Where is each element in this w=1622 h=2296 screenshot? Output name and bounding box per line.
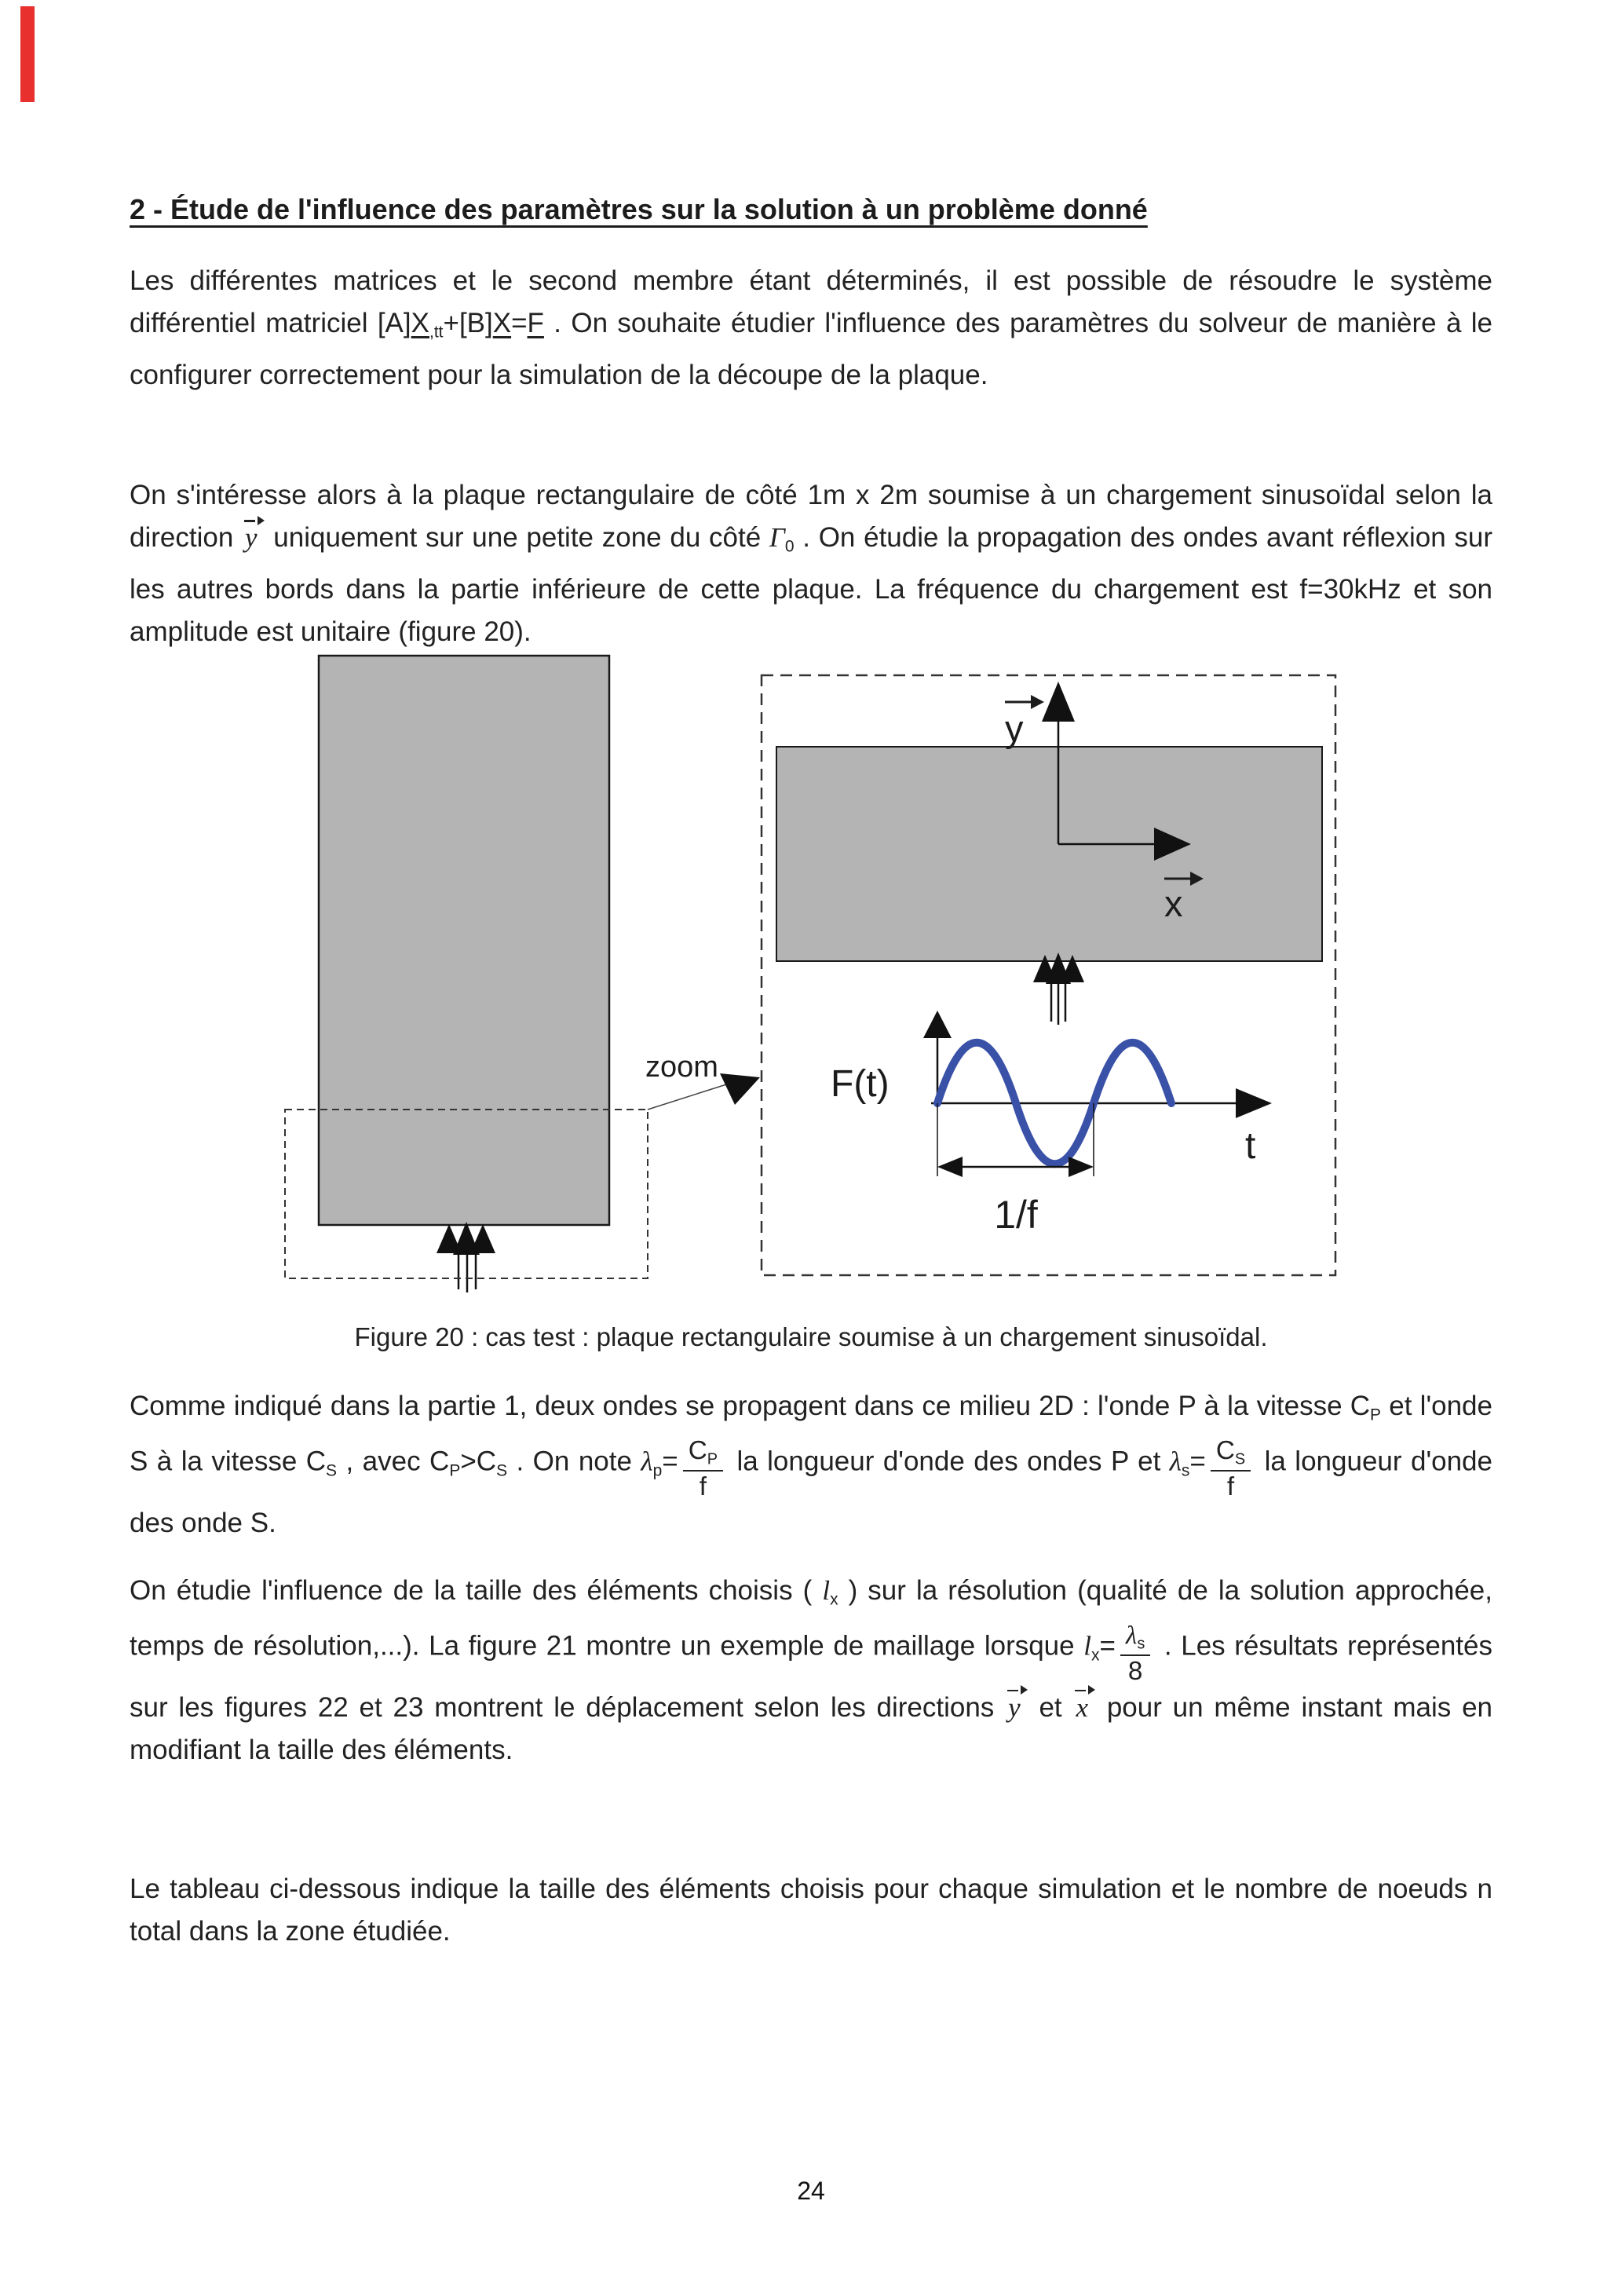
y-axis-arrowhead — [1042, 682, 1075, 722]
zoom-label: zoom — [645, 1051, 718, 1084]
paragraph-4: On étudie l'influence de la taille des éléments choisis ( $l_x$ ) sur la résolution (qualité de la solution approchée, temps de résolution,...). La figure 21 montre un exemple de maillage lorsque $l_x=$ $\frac{\lambda_s}{8}$ . Les résultats représentés sur les figures 22 et 23 montrent le déplacement selon les directions y et x pour un même instant mais en modifiant la taille des éléments. — [130, 1575, 1493, 1765]
paragraph-3: Comme indiqué dans la partie 1, deux ondes se propagent dans ce milieu 2D : l'onde P à la vitesse $C_P$ et l'onde S à la vitesse $C_S$ , avec $C_P>C_S$ . On note $\lambda_p=$ $\frac{C_P}{f}$ la longueur d'onde des ondes P et $\lambda_s=$ $\frac{C_S}{f}$ la longueur d'onde des onde S. — [130, 1391, 1492, 1538]
x-axis-label: x — [1164, 883, 1183, 924]
period-arrowhead-right — [1069, 1157, 1094, 1177]
y-axis-label: y — [1005, 707, 1024, 749]
figure-caption: Figure 20 : cas test : plaque rectangulaire soumise à un chargement sinusoïdal. — [354, 1322, 1268, 1351]
paragraph-1: Les différentes matrices et le second membre étant déterminés, il est possible de résoudre le système différentiel matriciel $[A]X_{,tt}+[B]X=F$ . On souhaite étudier l'influence des paramètres du solveur de manière à le configurer correctement pour la simulation de la découpe de la plaque. — [130, 265, 1492, 390]
plate-full — [319, 656, 609, 1225]
zoom-arrowhead-icon — [720, 1073, 760, 1105]
page-number: 24 — [797, 2177, 825, 2205]
paragraph-5: Le tableau ci-dessous indique la taille des éléments choisis pour chaque simulation et le nombre de noeuds n total dans la zone étudiée. — [130, 1874, 1492, 1947]
section-heading: 2 - Étude de l'influence des paramètres sur la solution à un problème donné — [130, 193, 1148, 225]
time-label: t — [1245, 1125, 1256, 1167]
period-label: 1/f — [994, 1193, 1038, 1237]
force-label: F(t) — [831, 1063, 890, 1105]
plate-zoomed — [776, 747, 1322, 961]
paragraph-2: On s'intéresse alors à la plaque rectangulaire de côté 1m x 2m soumise à un chargement sinusoïdal selon la direction y uniquement sur une petite zone du côté $\Gamma_0$ . On étudie la propagation des ondes avant réflexion sur les autres bords dans la partie inférieure de cette plaque. La fréquence du chargement est f=30kHz et son amplitude est unitaire (figure 20). — [130, 480, 1492, 647]
load-arrows-zoomed — [1033, 952, 1084, 1025]
period-arrowhead-left — [937, 1157, 963, 1177]
force-axis-arrowhead — [923, 1011, 952, 1038]
time-axis-arrowhead — [1236, 1088, 1272, 1118]
red-margin-mark — [19, 5, 38, 105]
zoom-connector-line — [648, 1080, 739, 1110]
figure-20 — [0, 644, 1622, 1296]
load-arrows-left — [437, 1222, 495, 1292]
y-vector-arrowhead — [1031, 695, 1044, 709]
red-margin-mark-rect — [20, 6, 35, 102]
load-arrowhead — [470, 1224, 495, 1253]
